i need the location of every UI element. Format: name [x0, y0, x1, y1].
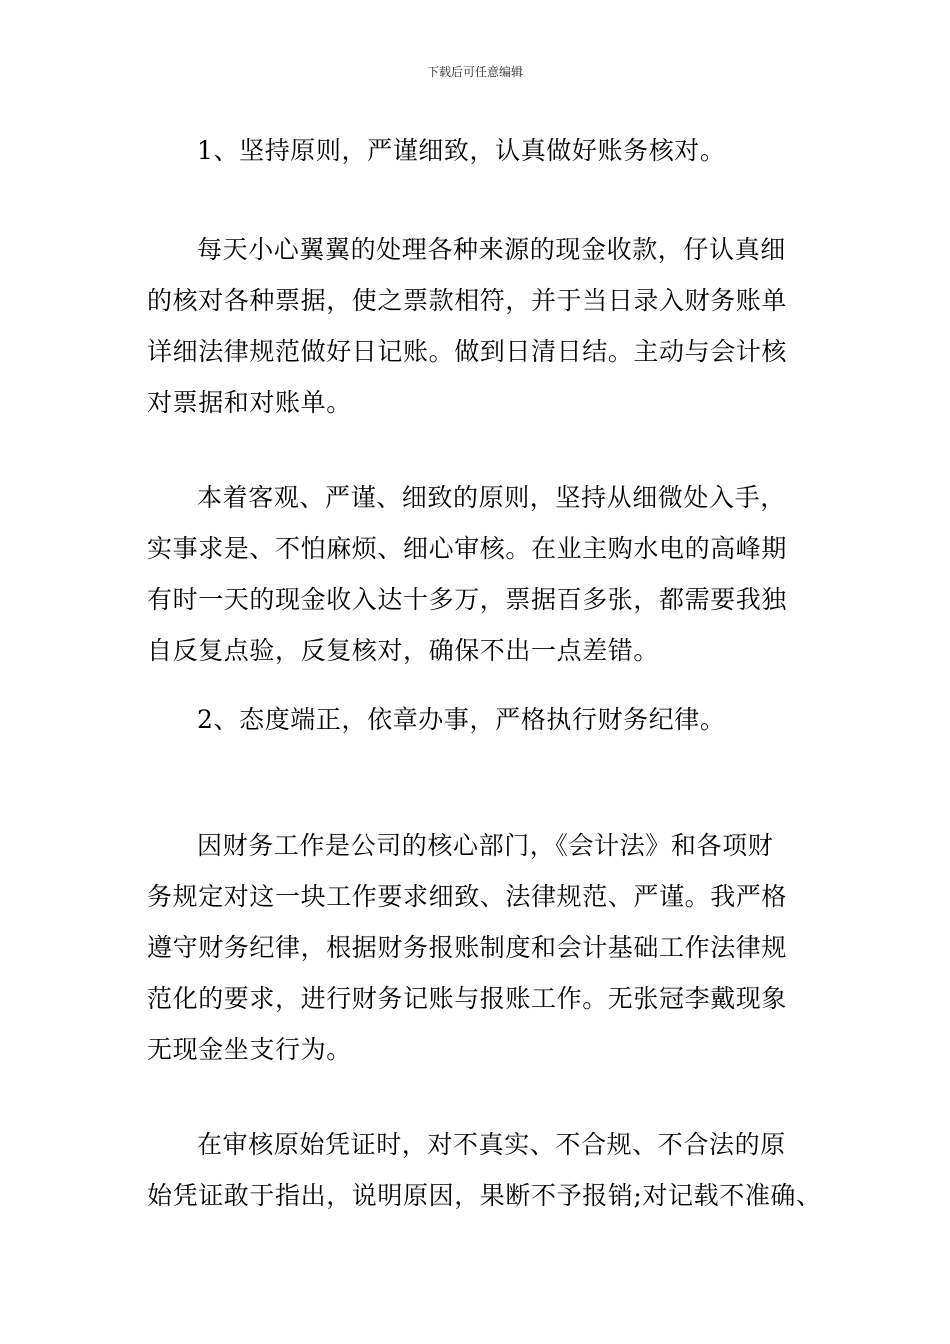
paragraph-line: 实事求是、不怕麻烦、细心审核。在业主购水电的高峰期 — [147, 534, 788, 563]
paragraph-line: 因财务工作是公司的核心部门，《会计法》和各项财 — [197, 831, 774, 860]
paragraph-daily-cash — [147, 224, 827, 428]
heading-2 — [147, 694, 827, 745]
paragraph-principles — [147, 472, 827, 676]
paragraph-line: 对票据和对账单。 — [147, 388, 352, 417]
paragraph-line: 范化的要求，进行财务记账与报账工作。无张冠李戴现象 — [147, 984, 788, 1013]
paragraph-line: 务规定对这一块工作要求细致、法律规范、严谨。我严格 — [147, 882, 788, 911]
paragraph-line: 自反复点验，反复核对，确保不出一点差错。 — [147, 636, 660, 665]
paragraph-line: 本着客观、严谨、细致的原则，坚持从细微处入手， — [197, 483, 786, 512]
heading-line: 2、态度端正，依章办事，严格执行财务纪律。 — [197, 705, 726, 734]
header-note: 下载后可任意编辑 — [426, 65, 523, 79]
heading-line: 1、坚持原则，严谨细致，认真做好账务核对。 — [197, 136, 726, 165]
paragraph-line: 每天小心翼翼的处理各种来源的现金收款，仔认真细 — [197, 235, 786, 264]
paragraph-line: 在审核原始凭证时，对不真实、不合规、不合法的原 — [197, 1130, 786, 1159]
heading-1 — [147, 125, 827, 176]
paragraph-line: 详细法律规范做好日记账。做到日清日结。主动与会计核 — [147, 337, 788, 366]
paragraph-voucher-review — [147, 1119, 827, 1221]
paragraph-line: 始凭证敢于指出，说明原因，果断不予报销;对记载不准确、 — [147, 1181, 822, 1210]
paragraph-line: 无现金坐支行为。 — [147, 1035, 352, 1064]
paragraph-line: 有时一天的现金收入达十多万，票据百多张，都需要我独 — [147, 585, 788, 614]
paragraph-line: 的核对各种票据，使之票款相符，并于当日录入财务账单 — [147, 286, 788, 315]
paragraph-discipline — [147, 820, 827, 1075]
paragraph-line: 遵守财务纪律，根据财务报账制度和会计基础工作法律规 — [147, 933, 788, 962]
